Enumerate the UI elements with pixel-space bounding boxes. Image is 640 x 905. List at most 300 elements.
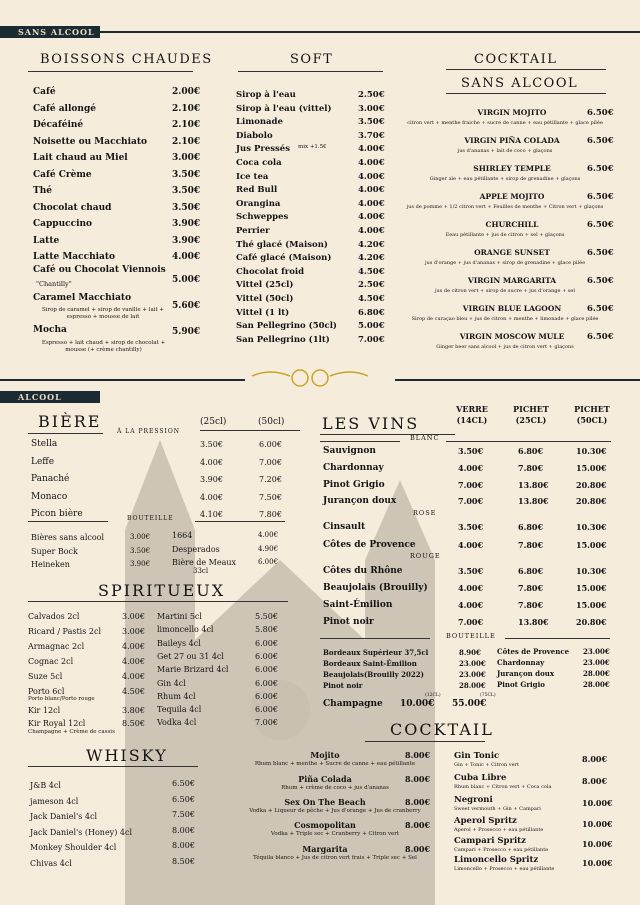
menu-item-price: 4.00€ [258,531,279,539]
menu-item-name: VIRGIN MARGARITA [467,276,557,285]
menu-item-name: Mojito [310,750,340,760]
menu-item-name: Jurançon doux [497,669,554,678]
menu-item-desc: 33cl [193,567,209,575]
menu-item-name: Porto 6cl [28,687,65,696]
menu-item-price: 23.00€ [583,647,610,656]
menu-item-price: 3.00€ [358,103,385,114]
divider [446,93,606,94]
menu-item-name: Stella [31,439,58,449]
menu-item-name: Chivas 4cl [30,858,72,868]
menu-item-price: 4.10€ [200,510,223,519]
menu-item-price: 10.30€ [576,566,607,576]
menu-item-name: APPLE MOJITO [479,192,545,201]
col-50cl: (50cl) [258,417,285,427]
menu-item-name: Beaujolais(Brouilly 2022) [323,670,424,679]
menu-item-price: 2.10€ [172,103,201,114]
menu-item-name: Armagnac 2cl [28,642,85,651]
menu-item-name: Mocha [33,325,67,335]
menu-item-name: Kir 12cl [28,706,61,715]
champagne-label: Champagne [323,699,383,709]
menu-item-price: 6.00€ [255,691,278,701]
menu-item-price: 5.50€ [255,612,278,621]
menu-item-price: 13.80€ [518,617,549,627]
menu-item-name: Thé glacé (Maison) [236,239,328,250]
menu-item-price: 10.30€ [576,522,607,532]
menu-item-price: 7.20€ [259,475,282,484]
menu-item-name: jameson 4cl [30,796,79,806]
menu-item-name: Martini 5cl [157,612,202,621]
menu-item-price: 8.00€ [405,820,431,830]
menu-item-name: Café glacé (Maison) [236,253,332,264]
menu-item-name: Vodka 4cl [157,718,197,728]
menu-item-name: Bordeaux Saint-Émilion [323,659,417,668]
menu-item-price: 2.50€ [358,280,385,291]
menu-item-name: Pinot Grigio [323,479,385,490]
menu-item-name: Café allongé [33,103,96,114]
menu-item-price: 6.00€ [255,665,278,675]
menu-item-name: Red Bull [236,185,278,196]
menu-item-price: 6.80€ [518,566,544,576]
menu-item-name: Limoncello Spritz [454,855,539,865]
menu-item-name: Ice tea [236,171,269,182]
menu-item-desc: jus d'orange + jus d'ananas + sirop de grenadine + glace pilée [424,260,586,266]
menu-item-price: 4.00€ [458,583,484,593]
divider [0,379,245,381]
menu-item-name: Chocolat chaud [33,202,112,213]
menu-item-price: 7.80€ [259,510,282,519]
menu-item-price: 6.50€ [587,276,614,286]
menu-item-name: Super Bock [31,546,78,556]
menu-item-name: Pinot noir [323,617,374,627]
menu-item-desc: "Chantilly" [36,280,72,288]
menu-item-name: Gin 4cl [157,678,186,688]
champagne-glass-price: 10.00€ [400,699,435,709]
menu-item-price: 4.00€ [122,642,145,651]
menu-item-price: 6.00€ [258,558,279,566]
menu-item-price: 13.80€ [518,496,549,507]
menu-item-price: 8.00€ [405,797,431,807]
menu-item-price: 6.50€ [587,220,614,230]
menu-item-price: 3.90€ [172,219,201,229]
menu-item-price: 7.00€ [358,334,385,345]
menu-item-name: Café Crème [33,169,92,180]
champagne-bottle-size: (75CL) [480,693,496,698]
menu-item-price: 3.70€ [358,130,385,141]
menu-item-price: 7.80€ [518,583,544,593]
menu-item-desc: Vodka + Triple sec + Cranberry + Citron vert [270,831,400,837]
menu-item-name: Calvados 2cl [28,612,80,621]
menu-item-name: VIRGIN MOSCOW MULE [459,332,565,341]
menu-item-name: Monkey Shoulder 4cl [30,843,117,852]
divider [238,71,383,72]
menu-item-name: Get 27 ou 31 4cl [157,651,224,661]
champagne-glass-size: (12CL) [425,693,441,698]
menu-item-price: 4.50€ [122,687,145,696]
menu-item-price: 7.50€ [172,810,195,819]
divider [446,69,606,70]
menu-item-desc: Sirop de caramel + sirop de vanille + lait + espresso + mousse de lait [41,307,165,320]
divider [100,31,640,33]
menu-item-name: Bordeaux Supérieur 37,5cl [323,648,429,657]
menu-item-desc: Limoncello + Prosecco + eau pétillante [454,866,555,872]
menu-item-name: San Pellegrino (1lt) [236,334,330,345]
menu-item-price: 7.00€ [259,457,282,467]
label-rouge: ROUGE [410,552,441,560]
menu-item-name: Ricard / Pastis 2cl [28,627,102,636]
menu-item-name: Sex On The Beach [284,797,366,807]
menu-item-price: 4.50€ [358,266,385,277]
menu-item-price: 7.00€ [458,496,484,507]
section-title-biere: BIÈRE [38,412,102,431]
menu-item-desc: Rhum blanc + Citron vert + Coca cola [454,784,552,790]
menu-item-price: 6.80€ [518,522,544,532]
menu-item-price: 5.90€ [172,327,201,337]
menu-item-price: 3.50€ [130,546,151,555]
menu-item-price: 15.00€ [576,462,607,473]
menu-item-price: 6.00€ [259,440,282,449]
menu-item-name: Desperados [172,544,220,554]
menu-item-name: 1664 [172,531,193,540]
menu-item-desc: Aperol + Prosecco + eau pétillante [454,827,544,833]
menu-item-price: 6.50€ [587,164,614,174]
menu-item-name: Gin Tonic [454,751,500,761]
menu-item-name: Diabolo [236,130,273,141]
menu-item-price: 5.00€ [172,275,201,285]
menu-item-name: Rhum 4cl [157,691,196,701]
menu-item-name: Panaché [31,474,70,484]
divider [28,521,108,522]
menu-item-name: Jack Daniel's 4cl [30,812,98,821]
menu-item-name: Suze 5cl [28,672,63,681]
menu-item-price: 6.50€ [587,332,614,342]
menu-item-price: 6.50€ [587,136,614,146]
menu-item-desc: Champagne + Crème de cassis [28,729,115,735]
menu-item-desc: Ginger beer sans alcool + jus de citron vert + glaçons [436,344,574,350]
menu-item-name: Margarita [302,844,348,854]
menu-item-price: 8.00€ [172,841,195,850]
menu-item-price: 7.50€ [259,492,282,502]
menu-item-name: Orangina [236,198,281,209]
section-title-boissons-chaudes: BOISSONS CHAUDES [40,52,213,67]
menu-item-name: Cognac 2cl [28,657,74,666]
menu-item-price: 23.00€ [459,670,486,679]
menu-item-name: Café [33,87,56,97]
menu-item-price: 23.00€ [583,658,610,667]
menu-item-price: 3.80€ [122,706,145,715]
menu-item-name: Monaco [31,491,68,502]
menu-item-price: 4.20€ [358,253,385,264]
menu-item-price: 6.50€ [172,779,195,788]
menu-item-price: 4.00€ [358,185,385,196]
menu-item-name: Café ou Chocolat Viennois [33,265,166,275]
menu-item-price: 15.00€ [576,583,607,593]
menu-item-price: 8.00€ [582,776,608,786]
bouteille-label: BOUTEILLE [127,515,174,522]
menu-item-name: Negroni [454,795,493,805]
menu-item-name: Jurançon doux [323,496,397,507]
menu-item-price: 2.50€ [358,90,385,100]
menu-item-name: Pinot Grigio [497,680,545,689]
menu-item-price: 4.00€ [358,158,385,168]
menu-item-price: 3.90€ [130,560,151,568]
menu-item-desc: jus d'ananas + lait de coco + glaçons [457,148,553,154]
menu-item-desc: jus de pomme + 1/2 citron vert + Feuilles de menthe + Citron vert + glaçons [406,204,604,210]
menu-item-name: Côtes du Rhône [323,566,403,576]
menu-item-desc: Vodka + Liqueur de pêche + Jus d'orange + Jus de cranberry [249,808,421,814]
menu-item-price: 4.00€ [358,144,385,155]
menu-item-price: 2.10€ [172,120,201,130]
menu-item-price: 28.00€ [583,669,610,678]
menu-item-name: ORANGE SUNSET [474,248,550,257]
menu-item-name: Bière de Meaux [172,558,237,567]
menu-item-price: 3.50€ [172,186,201,196]
label-rose: ROSE [413,509,437,517]
menu-item-name: Picon bière [31,509,83,519]
menu-item-desc: Sirop de curaçao bleu + jus de citron + menthe + limonade + glace pilée [411,316,599,322]
menu-item-price: 2.00€ [172,87,201,97]
header-verre: VERRE [456,404,488,414]
menu-item-price: 8.00€ [405,844,431,854]
section-band-alcool: ALCOOL [0,391,100,403]
menu-item-name: Bières sans alcool [31,533,105,542]
menu-item-price: 6.50€ [587,108,614,118]
divider [195,521,285,522]
menu-item-price: 3.50€ [358,117,385,128]
section-title-whisky: WHISKY [86,746,168,765]
menu-item-name: Heineken [31,560,70,569]
menu-item-desc: Rhum + crème de coco + jus d'ananas [281,785,389,791]
menu-item-name: Thé [33,186,52,196]
menu-item-price: 4.20€ [358,239,385,250]
menu-item-price: 7.00€ [255,718,278,728]
menu-item-desc: Rhum blanc + menthe + Sucre de canne + eau pétillante [254,761,416,767]
menu-item-price: 8.50€ [172,856,195,866]
menu-item-price: 4.50€ [358,294,385,304]
menu-item-price: 3.50€ [458,446,484,456]
menu-item-price: 4.00€ [358,198,385,209]
divider [505,638,610,639]
menu-item-price: 3.00€ [130,533,151,541]
menu-item-price: 3.50€ [458,566,484,576]
menu-item-name: Chardonnay [323,462,384,473]
menu-item-price: 4.00€ [200,492,223,502]
menu-item-price: 8.00€ [405,750,431,760]
menu-item-name: Schweppes [236,212,289,223]
menu-item-name: Coca cola [236,158,282,168]
menu-item-price: 7.80€ [518,539,544,550]
menu-item-price: 4.00€ [358,212,385,223]
section-subtitle-sans-alcool: SANS ALCOOL [461,76,579,91]
menu-item-desc: Sweet vermouth + Gin + Campari [454,806,541,812]
section-band-sans-alcool: SANS ALCOOL [0,26,100,38]
menu-item-name: Baileys 4cl [157,638,201,648]
menu-item-price: 15.00€ [576,539,607,550]
menu-item-name: Noisette ou Macchiato [33,136,148,147]
menu-item-name: limoncello 4cl [157,625,214,635]
menu-item-name: Sauvignon [323,446,376,456]
divider [395,379,640,381]
menu-item-name: Lait chaud au Miel [33,153,128,163]
section-title-cocktail-alcool: COCKTAIL [390,720,494,739]
menu-item-price: 3.50€ [172,169,201,180]
menu-item-name: Cappuccino [33,219,93,229]
menu-item-price: 4.00€ [122,657,145,666]
menu-item-name: Marie Brizard 4cl [157,665,229,675]
section-title-cocktail: COCKTAIL [474,52,558,67]
menu-item-price: 3.50€ [458,522,484,532]
divider [28,71,193,72]
menu-item-price: 10.00€ [582,858,613,868]
menu-item-name: Côtes de Provence [497,647,570,656]
menu-item-name: Vittel (25cl) [236,280,294,291]
menu-item-name: Chocolat froid [236,266,305,277]
menu-item-price: 6.50€ [587,304,614,314]
menu-item-name: VIRGIN PIÑA COLADA [464,136,560,145]
menu-item-name: Sirop à l'eau [236,90,296,100]
divider [446,441,611,442]
menu-item-name: SHIRLEY TEMPLE [473,164,551,173]
menu-item-price: 4.00€ [358,226,385,236]
menu-item-price: 8.00€ [582,754,608,764]
section-title-spiritueux: SPIRITUEUX [98,581,226,600]
label-bouteille: BOUTEILLE [446,632,496,640]
menu-item-price: 28.00€ [459,681,486,690]
menu-item-name: Leffe [31,456,55,467]
menu-item-price: 7.00€ [458,617,484,627]
menu-item-desc: Téquila blanco + Jus de citron vert frais + Triple sec + Sel [253,855,417,861]
menu-item-name: San Pellegrino (50cl) [236,321,337,332]
divider [28,601,288,602]
menu-item-name: Aperol Spritz [454,816,517,826]
divider [200,430,300,431]
menu-item-price: 3.50€ [200,440,223,449]
menu-item-price: 7.80€ [518,462,544,473]
mix-note: mix +1.5€ [298,144,327,150]
pression-label: À LA PRESSION [117,428,181,435]
menu-item-price: 3.90€ [200,475,223,484]
menu-item-name: Pinot noir [323,681,363,690]
menu-item-price: 4.00€ [458,600,484,610]
menu-item-name: Décaféiné [33,120,84,130]
header-verre-size: (14CL) [456,415,488,425]
menu-item-price: 4.00€ [200,457,223,467]
menu-item-desc: Gin + Tonic + Citron vert [454,762,519,768]
menu-item-price: 13.80€ [518,479,549,490]
menu-item-name: Caramel Macchiato [33,293,132,303]
header-pichet-50: PICHET [574,404,610,414]
menu-item-price: 5.00€ [358,321,385,332]
menu-item-price: 23.00€ [459,659,486,668]
champagne-bottle-price: 55.00€ [452,699,487,709]
menu-item-price: 6.00€ [255,638,278,648]
menu-item-price: 8.90€ [459,648,481,657]
ornament-divider-icon [250,366,370,390]
divider [320,638,430,639]
menu-item-price: 3.00€ [122,612,145,621]
menu-item-name: Cosmopolitan [294,820,356,830]
menu-item-price: 4.00€ [122,672,145,681]
menu-item-price: 4.90€ [258,544,279,553]
header-pichet-50-size: (50CL) [576,415,608,425]
header-pichet-25: PICHET [513,404,549,414]
menu-item-price: 4.00€ [458,539,484,550]
menu-item-price: 15.00€ [576,600,607,610]
menu-item-price: 10.30€ [576,446,607,456]
menu-item-name: CHURCHILL [485,220,539,229]
menu-item-price: 6.00€ [255,678,278,688]
menu-item-name: Beaujolais (Brouilly) [323,583,428,593]
menu-item-name: Tequila 4cl [157,705,202,715]
menu-item-name: Latte Macchiato [33,252,116,262]
menu-item-name: Perrier [236,226,270,236]
menu-item-desc: Ginger ale + eau pétillante + sirop de grenadine + glaçons [429,176,581,182]
menu-item-price: 6.80€ [358,307,385,318]
section-title-soft: SOFT [290,52,334,67]
menu-item-name: Latte [33,235,60,246]
menu-item-name: J&B 4cl [30,781,61,790]
divider [28,433,103,434]
menu-item-name: Chardonnay [497,658,545,667]
col-25cl: (25cl) [200,417,227,427]
menu-item-price: 4.00€ [358,171,385,182]
menu-item-desc: Eeau pétillante + jus de citron + sel + glaçons [445,232,565,238]
menu-item-price: 6.00€ [255,705,278,715]
menu-item-name: Jack Daniel's (Honey) 4cl [30,827,132,837]
divider [365,741,485,742]
menu-item-desc: Porto blanc/Porto rouge [28,696,95,702]
menu-item-price: 5.80€ [255,625,278,635]
menu-item-price: 3.00€ [172,153,201,163]
menu-item-price: 8.00€ [172,825,195,835]
menu-item-price: 7.00€ [458,479,484,490]
menu-item-price: 10.00€ [582,798,613,808]
menu-item-price: 10.00€ [582,819,613,829]
menu-item-name: Côtes de Provence [323,539,416,550]
menu-item-name: Limonade [236,117,283,128]
menu-item-price: 4.00€ [458,462,484,473]
menu-item-desc: Espresso + lait chaud + sirop de chocolat + mousse (+ crème chantilly) [41,340,166,353]
menu-item-desc: jus de citron vert + sirop de sucre + jus d'orange + sel [434,288,575,294]
menu-item-name: VIRGIN BLUE LAGOON [462,304,562,313]
menu-item-name: Cinsault [323,522,366,532]
menu-item-price: 6.50€ [587,192,614,202]
menu-item-name: Saint-Émilion [323,600,393,610]
menu-item-name: Vittel (1 lt) [236,307,290,318]
menu-item-name: Vittel (50cl) [236,294,294,304]
menu-item-desc: citron vert + menthe fraiche + sucre de canne + eau pétillante + glace pilée [407,120,603,126]
menu-item-desc: Campari + Prosecco + eau pétillante [454,847,549,853]
divider [320,441,400,442]
section-title-vins: LES VINS [322,414,420,433]
menu-item-price: 3.00€ [122,627,145,636]
header-pichet-25-size: (25CL) [515,415,547,425]
menu-item-price: 20.80€ [576,479,607,490]
menu-item-name: Cuba Libre [454,773,507,783]
menu-item-price: 8.00€ [405,774,431,784]
menu-item-price: 10.00€ [582,839,613,849]
menu-item-name: Campari Spritz [454,836,526,846]
menu-item-price: 6.50€ [172,794,195,804]
menu-item-price: 20.80€ [576,617,607,627]
menu-item-price: 20.80€ [576,496,607,507]
menu-item-name: Jus Pressés [236,144,290,155]
menu-item-name: Piña Colada [298,774,352,784]
menu-item-name: VIRGIN MOJITO [477,108,547,117]
menu-item-price: 3.50€ [172,202,201,213]
menu-item-price: 8.50€ [122,719,145,728]
menu-item-price: 4.00€ [172,252,201,262]
menu-item-name: Kir Royal 12cl [28,719,86,728]
